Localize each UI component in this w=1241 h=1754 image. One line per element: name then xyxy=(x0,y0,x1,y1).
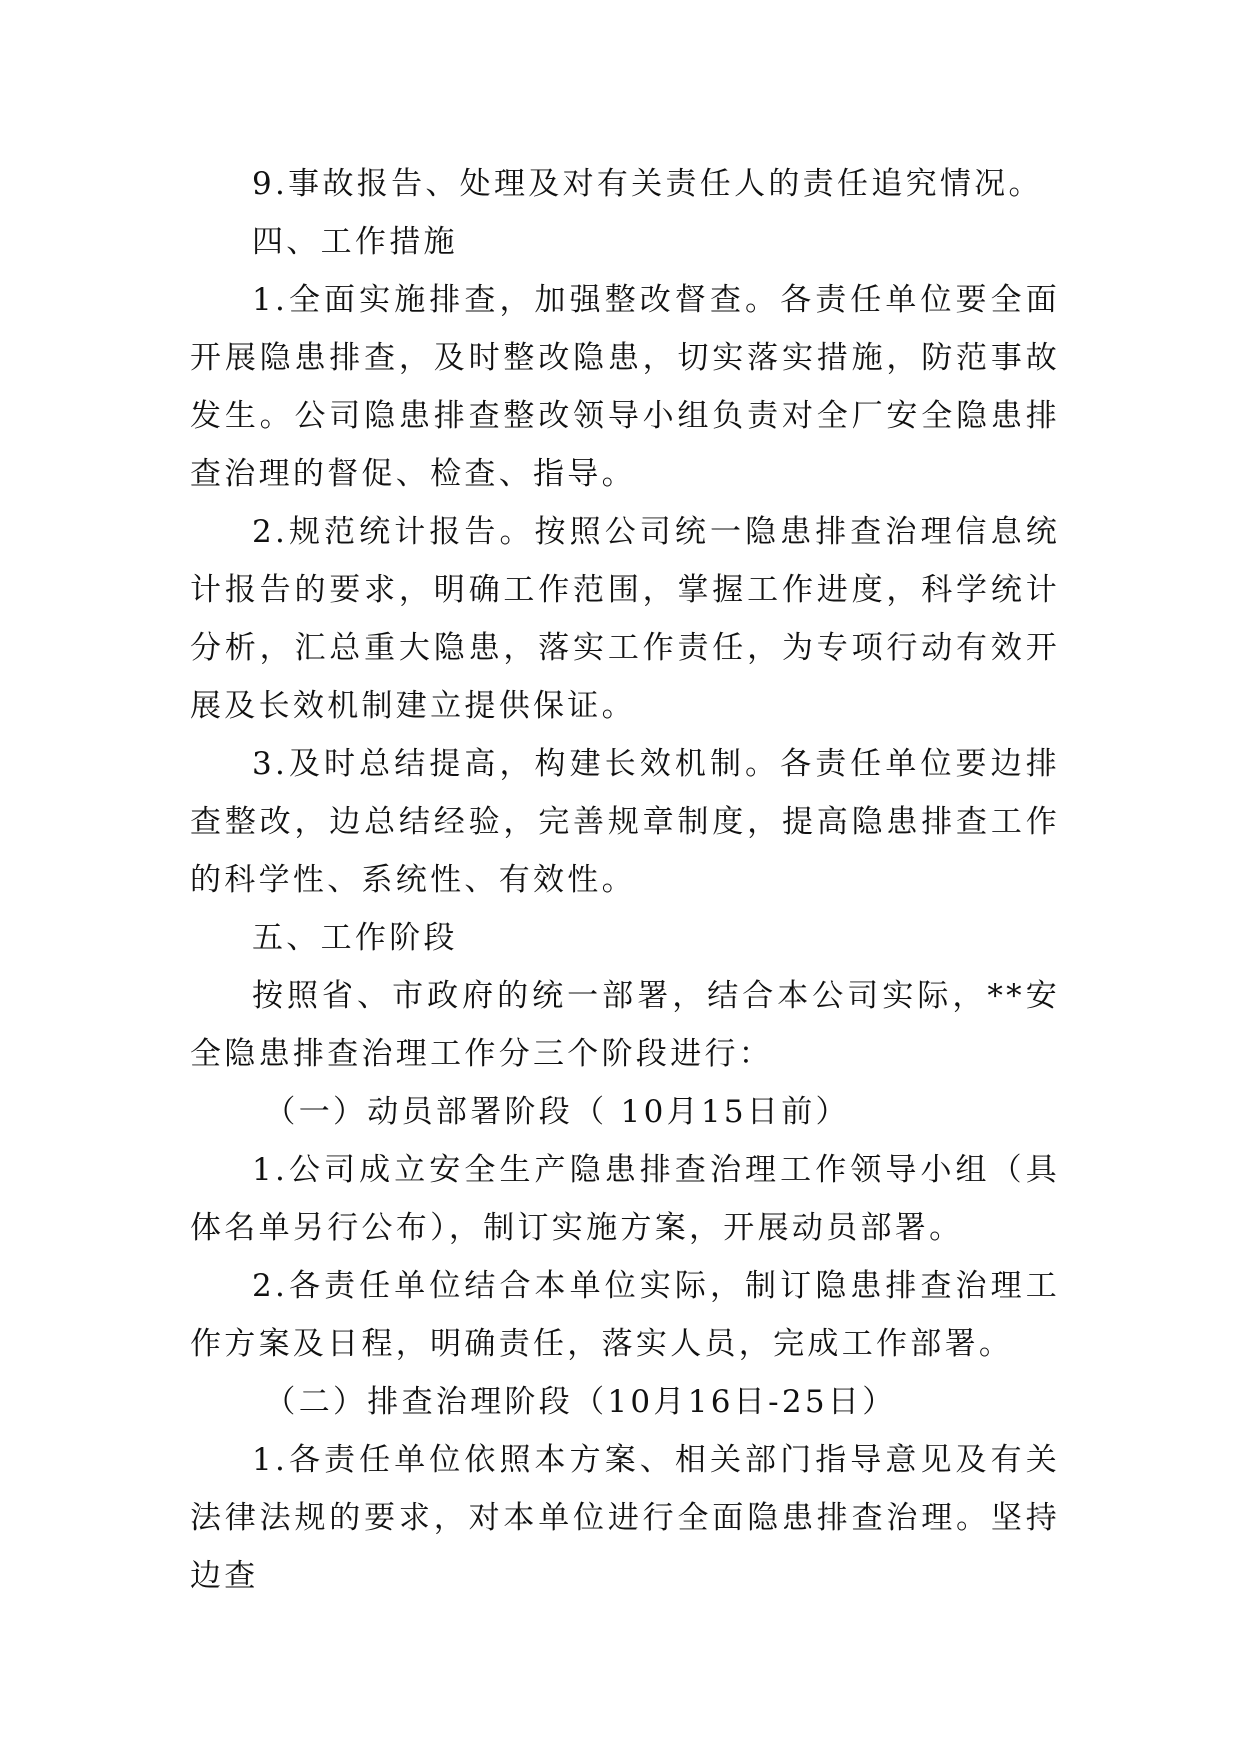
section-heading-work-stages: 五、工作阶段 xyxy=(252,920,458,956)
subheading-investigation-stage: （二）排查治理阶段（10月16日-25日） xyxy=(264,1384,897,1420)
paragraph-stages-intro: 按照省、市政府的统一部署，结合本公司实际，**安全隐患排查治理工作分三个阶段进行： xyxy=(190,978,1060,1072)
paragraph-mobilization-2: 2.各责任单位结合本单位实际，制订隐患排查治理工作方案及日程，明确责任，落实人员，完成工作部署。 xyxy=(190,1268,1060,1362)
paragraph-investigation-1: 1.各责任单位依照本方案、相关部门指导意见及有关法律法规的要求，对本单位进行全面隐患排查治理。坚持边查 xyxy=(190,1442,1060,1594)
section-heading-work-measures: 四、工作措施 xyxy=(252,224,458,260)
paragraph-item-9-accident-report: 9.事故报告、处理及对有关责任人的责任追究情况。 xyxy=(252,166,1043,202)
paragraph-measure-2: 2.规范统计报告。按照公司统一隐患排查治理信息统计报告的要求，明确工作范围，掌握工作进度，科学统计分析，汇总重大隐患，落实工作责任，为专项行动有效开展及长效机制建立提供保证。 xyxy=(190,514,1060,724)
subheading-mobilization-stage: （一）动员部署阶段（ 10月15日前） xyxy=(264,1094,850,1130)
document-body xyxy=(190,155,1060,1605)
paragraph-mobilization-1: 1.公司成立安全生产隐患排查治理工作领导小组（具体名单另行公布），制订实施方案，开展动员部署。 xyxy=(190,1152,1060,1246)
paragraph-measure-1: 1.全面实施排查，加强整改督查。各责任单位要全面开展隐患排查，及时整改隐患，切实落实措施，防范事故发生。公司隐患排查整改领导小组负责对全厂安全隐患排查治理的督促、检查、指导。 xyxy=(190,282,1060,492)
paragraph-measure-3: 3.及时总结提高，构建长效机制。各责任单位要边排查整改，边总结经验，完善规章制度，提高隐患排查工作的科学性、系统性、有效性。 xyxy=(190,746,1060,898)
